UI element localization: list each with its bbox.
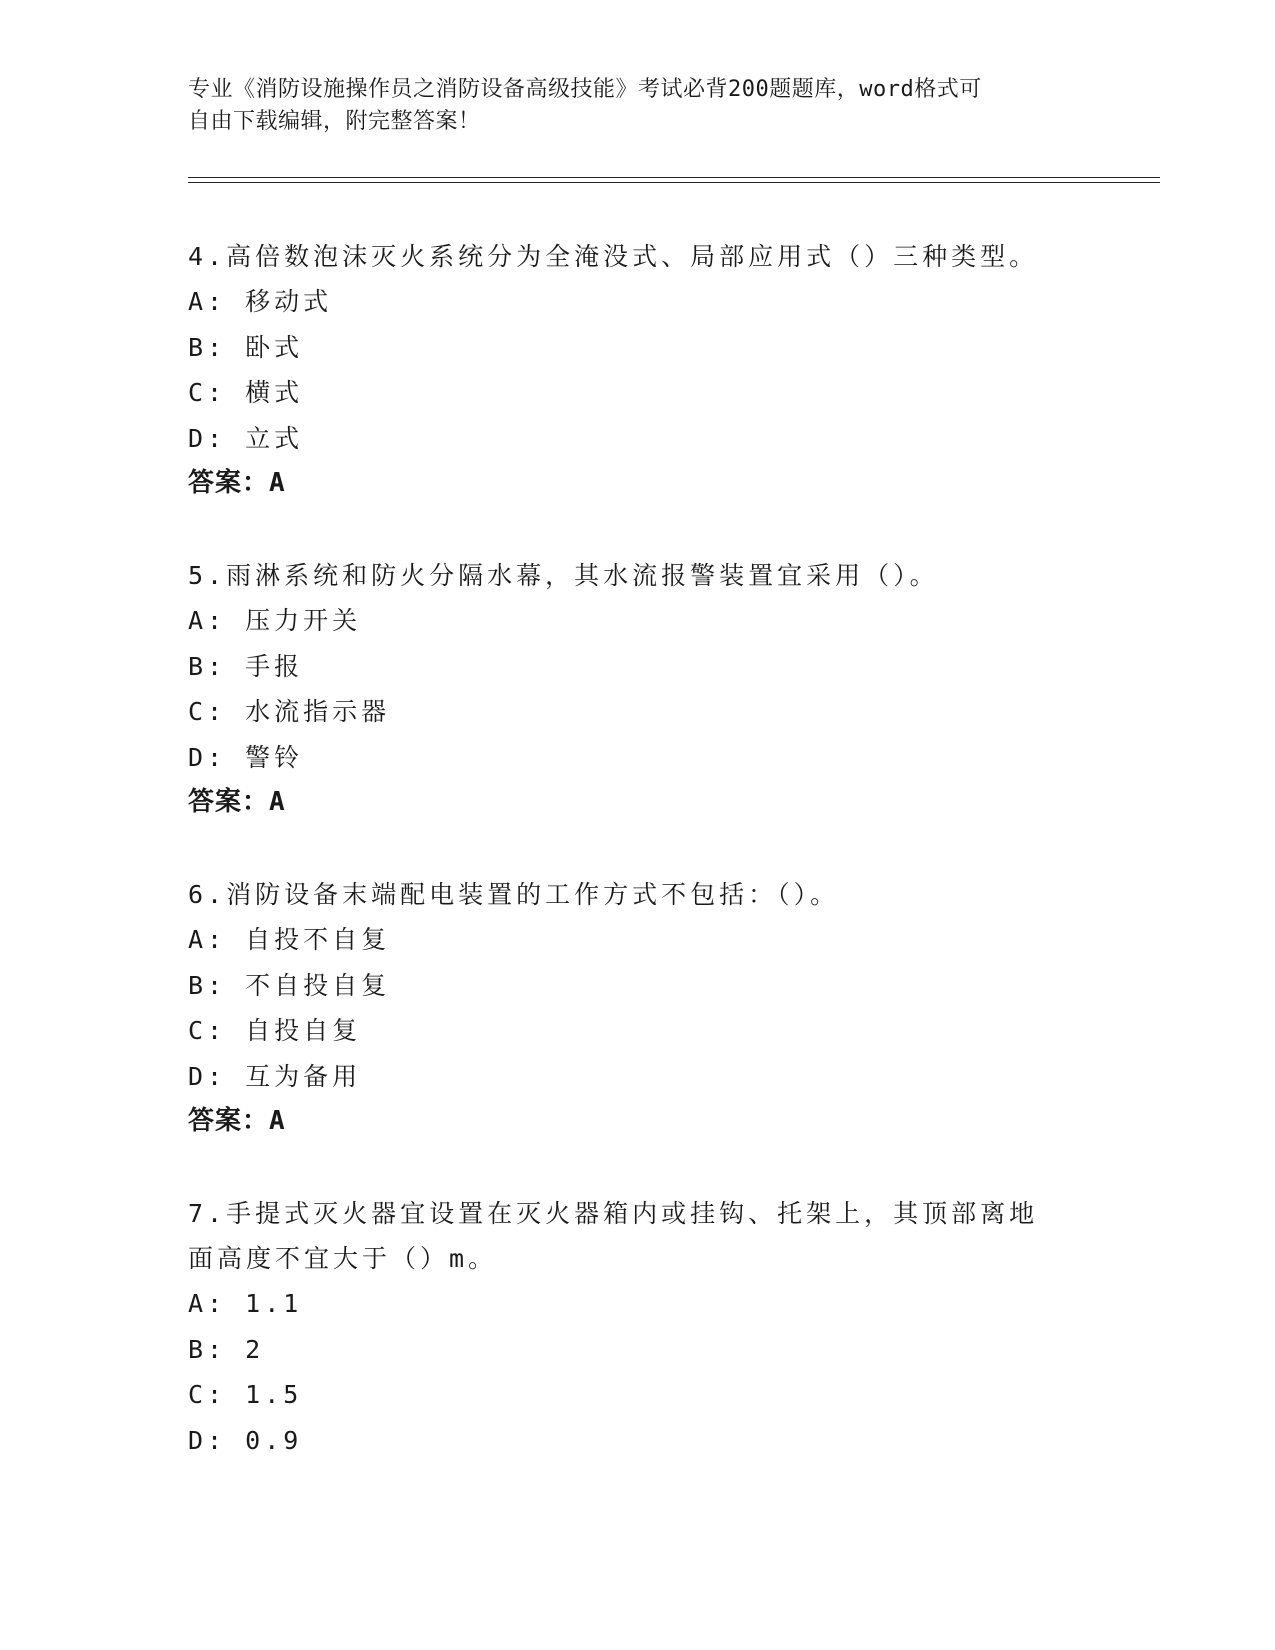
option-a: A: 1.1 (188, 1289, 303, 1318)
header-line-1: 专业《消防设施操作员之消防设备高级技能》考试必背200题题库，word格式可 (188, 77, 982, 102)
option-d: D: 警铃 (188, 742, 304, 772)
option-c: C: 横式 (188, 378, 304, 407)
option-b: B: 手报 (188, 651, 304, 681)
header-divider-top (188, 177, 1160, 178)
answer-line: 答案：A (188, 787, 286, 817)
question-4 (188, 234, 1088, 505)
question-stem: 7.手提式灭火器宜设置在灭火器箱内或挂钩、托架上，其顶部离地面高度不宜大于（）m。 (188, 1199, 1039, 1273)
document-header (188, 74, 1068, 138)
header-line-2: 自由下载编辑，附完整答案！ (188, 109, 481, 134)
answer-line: 答案：A (188, 1106, 286, 1136)
option-d: D: 互为备用 (188, 1061, 362, 1091)
header-divider-bottom (188, 182, 1160, 183)
option-a: A: 自投不自复 (188, 925, 391, 954)
question-6 (188, 872, 1088, 1143)
option-b: B: 2 (188, 1334, 265, 1364)
option-d: D: 立式 (188, 423, 304, 453)
answer-line: 答案：A (188, 468, 286, 498)
option-d: D: 0.9 (188, 1425, 303, 1455)
question-5 (188, 553, 1088, 824)
option-a: A: 移动式 (188, 287, 333, 316)
option-b: B: 不自投自复 (188, 970, 391, 1000)
option-b: B: 卧式 (188, 332, 304, 362)
question-stem: 4.高倍数泡沫灭火系统分为全淹没式、局部应用式（）三种类型。 (188, 242, 1039, 271)
option-a: A: 压力开关 (188, 606, 362, 635)
question-stem: 5.雨淋系统和防火分隔水幕，其水流报警装置宜采用（）。 (188, 561, 939, 590)
option-c: C: 水流指示器 (188, 697, 391, 726)
option-c: C: 自投自复 (188, 1016, 362, 1045)
question-7 (188, 1191, 1048, 1463)
question-stem: 6.消防设备末端配电装置的工作方式不包括：（）。 (188, 880, 840, 909)
option-c: C: 1.5 (188, 1380, 303, 1409)
